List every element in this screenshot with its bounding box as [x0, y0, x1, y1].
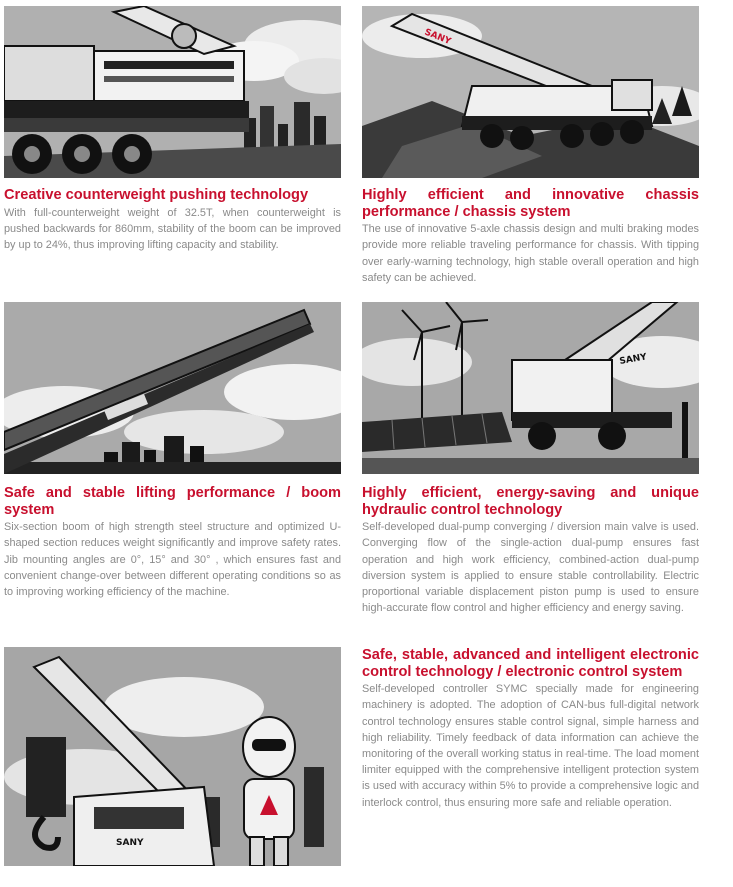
section-title: Highly efficient, energy-saving and unique hydraulic control technology	[362, 485, 699, 518]
crane-wind-turbines-illustration	[362, 302, 699, 474]
section-title: Safe and stable lifting performance / boom system	[4, 485, 341, 518]
feature-counterweight	[4, 6, 341, 253]
section-title: Highly efficient and innovative chassis performance / chassis system	[362, 187, 699, 220]
feature-hydraulic	[362, 302, 699, 616]
section-title: Creative counterweight pushing technology	[4, 187, 309, 203]
feature-electronic-illustration	[4, 647, 341, 866]
section-body: Six-section boom of high strength steel structure and optimized U-shaped section reduces weight significantly and improve safety rates. Jib mounting angles are 0°, 15° and 30° , which ensures fast and convenient change-over between different operating conditions so as to improving working efficiency of the machine.	[4, 521, 341, 598]
feature-electronic	[362, 647, 699, 811]
feature-chassis	[362, 6, 699, 286]
brand-logo: SANY	[116, 838, 144, 848]
section-body: The use of innovative 5-axle chassis design and multi braking modes provide more reliable traveling performance for chassis. With tipping over early-warning technology, high stable overall operation and high safety can be achieved.	[362, 223, 699, 284]
boom-illustration	[4, 302, 341, 474]
crane-counterweight-illustration	[4, 6, 341, 178]
brand-logo: SANY	[422, 27, 453, 48]
feature-boom	[4, 302, 341, 600]
crane-robot-illustration	[4, 647, 341, 866]
section-body: With full-counterweight weight of 32.5T, when counterweight is pushed backwards for 860mm, stability of the boom can be improved by up to 24%, thus improving lifting capacity and stability.	[4, 206, 341, 251]
section-body: Self-developed controller SYMC specially made for engineering machinery is adopted. The adoption of CAN-bus full-digital network control technology ensures stable control signal, simple harness and high reliability. Timely feedback of data information can achieve the monitoring of the overall working status in real-time. The load moment limiter equipped with the comprehensive intelligent protection system is used with accuracy within 5% to provide a comprehensive logic and interlock control, thus ensuring more safe and reliable operation.	[362, 683, 699, 809]
brand-logo: SANY	[618, 352, 648, 367]
section-title: Safe, stable, advanced and intelligent electronic control technology / electronic control system	[362, 647, 699, 680]
crane-on-rocks-illustration	[362, 6, 699, 178]
section-body: Self-developed dual-pump converging / diversion main valve is used. Converging flow of the single-action dual-pump ensures fast operation and high work efficiency, combined-action dual-pump diversion system is applied to ensure stable controllability. Electric proportional variable displacement piston pump is used to ensure high-accurate flow control and higher efficiency and energy saving.	[362, 521, 699, 615]
